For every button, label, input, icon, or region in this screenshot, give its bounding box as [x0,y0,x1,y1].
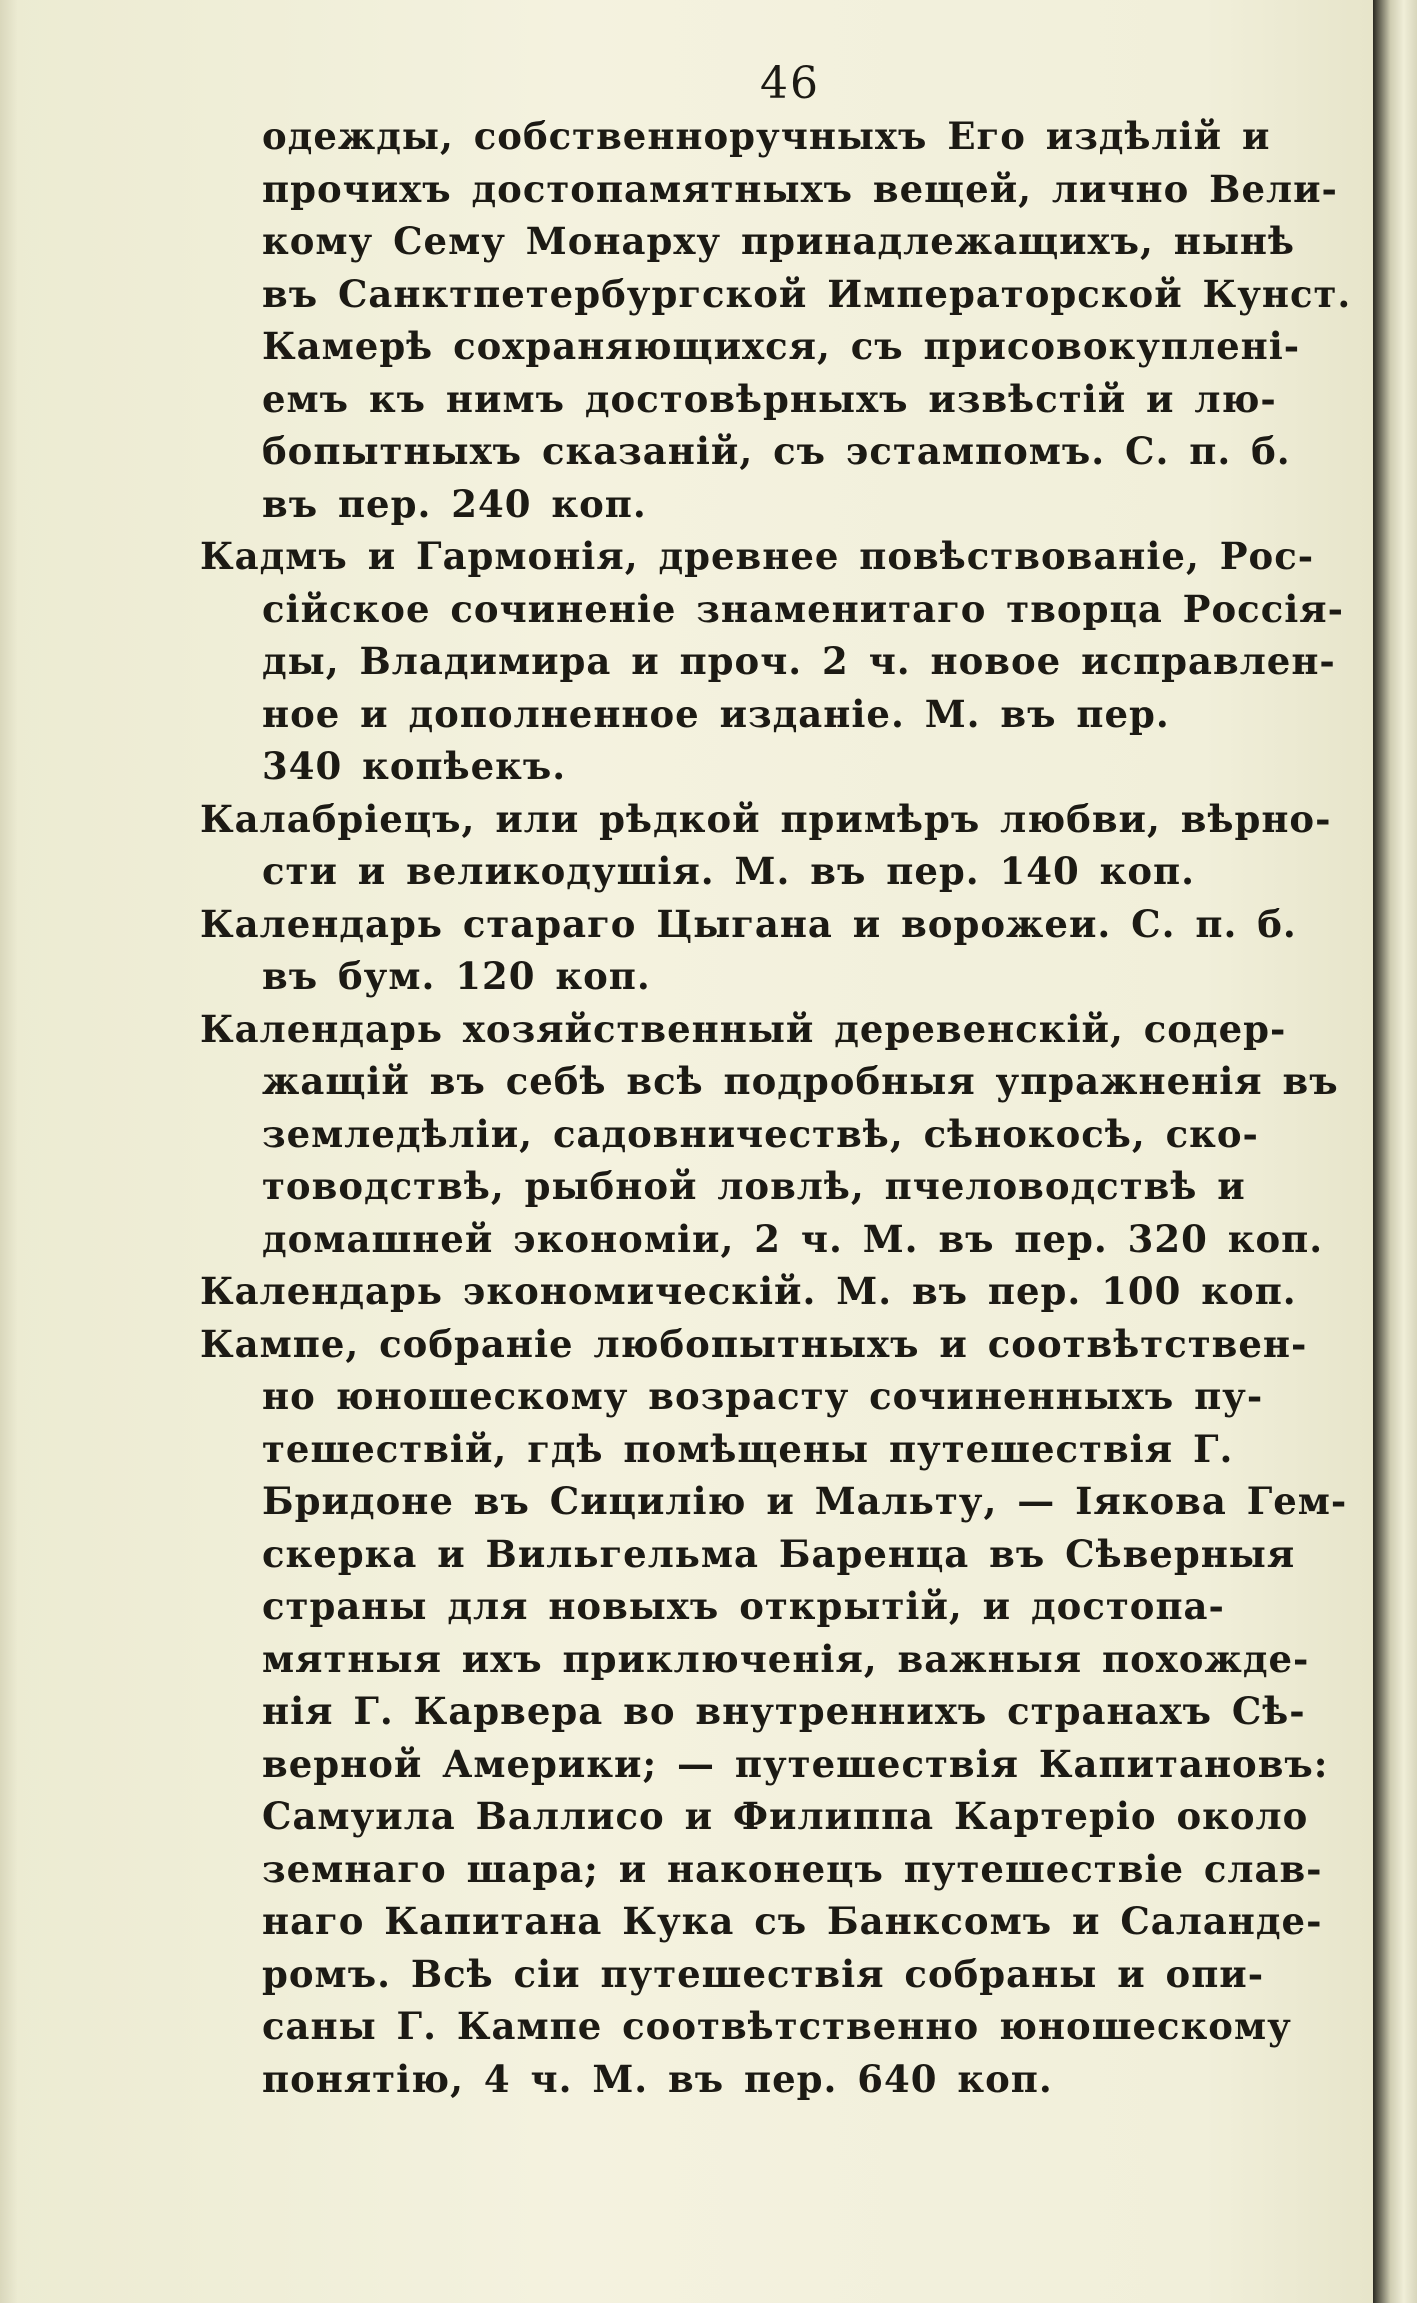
entry-headword-line: Календарь стараго Цыгана и ворожеи. С. п. б. [200,901,1297,946]
entry-headword-line: Календарь хозяйственный деревенскiй, содер- [200,1006,1287,1051]
entry-line: земледѣлiи, садовничествѣ, сѣнокосѣ, ско- [262,1111,1259,1156]
entry-line: 340 копѣекъ. [262,744,567,788]
catalog-entry-kalendar-tsygana [200,898,1380,1003]
page-left-shadow [0,0,18,2303]
catalog-entry-kalendar-khozyaistvennyi [200,1003,1380,1266]
entry-line: емъ къ нимъ достовѣрныхъ извѣстій и лю- [262,376,1277,421]
entry-line: въ Санктпетербургской Императорской Кунст. [262,271,1352,316]
entry-line: кому Сему Монарху принадлежащихъ, нынѣ [262,219,1296,263]
entry-line: нiя Г. Карвера во внутреннихъ странахъ Сѣ- [262,1689,1306,1733]
entry-line: Самуила Валлисо и Филиппа Картерiо около [262,1794,1309,1838]
catalog-entry-kalabriets [200,793,1380,898]
entry-headword-line: Календарь экономическiй. М. въ пер. 100 коп. [200,1269,1297,1313]
catalog-entry-kadm [200,530,1380,793]
catalog-entry-continued [200,110,1380,530]
entry-headword-line: Калабрiецъ, или рѣдкой примѣръ любви, вѣрно- [200,796,1332,841]
entry-line: товодствѣ, рыбной ловлѣ, пчеловодствѣ и [262,1164,1246,1208]
entry-line: мятныя ихъ приключенiя, важныя похожде- [262,1636,1310,1681]
entry-line: Бридоне въ Сицилiю и Мальту, — Iякова Гем- [262,1479,1348,1523]
entry-headword-line: Кадмъ и Гармонiя, древнее повѣствованiе, Рос- [200,534,1315,578]
entry-line: бопытныхъ сказаній, съ эстампомъ. С. п. б. [262,429,1291,473]
entry-line: одежды, собственноручныхъ Его издѣлій и [262,114,1271,158]
entry-line: въ пер. 240 коп. [262,481,647,526]
entry-headword-line: Кампе, собранiе любопытныхъ и соотвѣтствен- [200,1321,1308,1366]
entry-line: верной Америки; — путешествiя Капитановъ: [262,1741,1329,1786]
entry-line: сiйское сочиненiе знаменитаго творца Россiя- [262,586,1344,631]
entry-line: тешествiй, гдѣ помѣщены путешествiя Г. [262,1426,1234,1471]
entry-line: домашней экономiи, 2 ч. М. въ пер. 320 коп. [262,1216,1324,1261]
entry-line: ромъ. Всѣ сiи путешествiя собраны и опи- [262,1951,1265,1996]
entry-line: Камерѣ сохраняющихся, съ присовокупленi- [262,324,1301,368]
page-number: 46 [760,58,820,109]
entry-line: страны для новыхъ открытiй, и достопа- [262,1584,1225,1628]
entry-line: но юношескому возрасту сочиненныхъ пу- [262,1374,1264,1418]
entry-line: сти и великодушiя. М. въ пер. 140 коп. [262,849,1195,893]
catalog-entry-kampe [200,1318,1380,2106]
entry-line: ное и дополненное изданiе. М. въ пер. [262,691,1170,736]
entry-line: прочихъ достопамятныхъ вещей, лично Вели- [262,166,1338,211]
entry-line: саны Г. Кампе соотвѣтственно юношескому [262,2004,1292,2048]
entry-line: въ бум. 120 коп. [262,954,651,998]
entry-line: понятiю, 4 ч. М. въ пер. 640 коп. [262,2056,1053,2101]
entry-line: земнаго шара; и наконецъ путешествiе слав- [262,1846,1323,1891]
catalog-entries [200,110,1380,2105]
catalog-entry-kalendar-ekonomicheskii [200,1265,1380,1318]
entry-line: наго Капитана Кука съ Банксомъ и Саланде- [262,1899,1323,1943]
entry-line: скерка и Вильгельма Баренца въ Сѣверныя [262,1531,1296,1576]
entry-line: жащiй въ себѣ всѣ подробныя упражненiя въ [262,1059,1339,1103]
entry-line: ды, Владимира и проч. 2 ч. новое исправлен- [262,639,1336,683]
